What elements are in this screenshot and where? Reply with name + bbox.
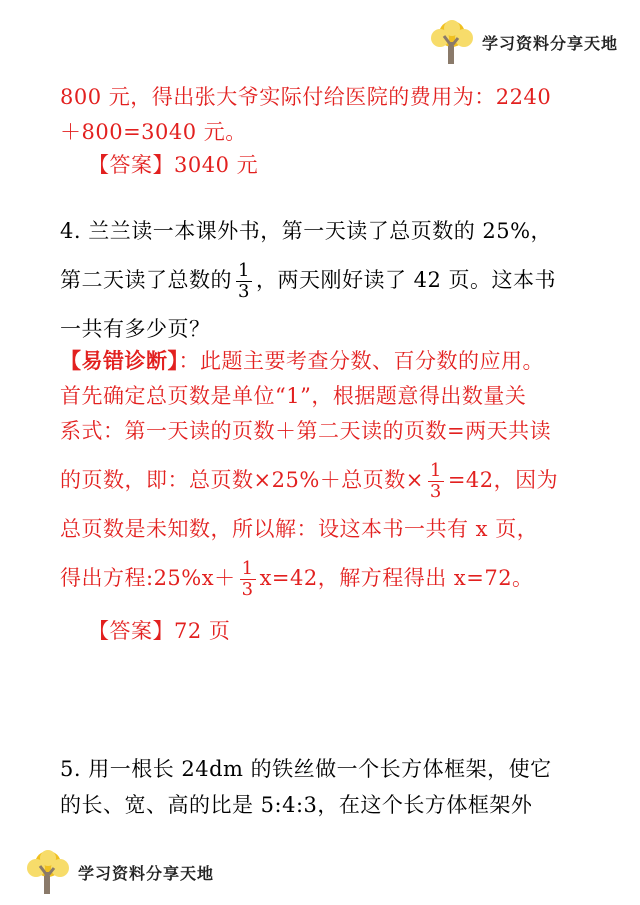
diagnosis-line-1-text: ：此题主要考查分数、百分数的应用。: [178, 349, 544, 373]
q4-diagnosis-line-3: 系式：第一天读的页数＋第二天读的页数=两天共读: [60, 419, 552, 443]
q4-line-2-text-b: ，两天刚好读了 42 页。这本书: [255, 268, 557, 292]
fraction-numerator: 1: [241, 558, 254, 579]
q4-diagnosis-line-1: [60, 346, 590, 376]
brand-logo-bottom: [22, 848, 214, 896]
fraction-denominator: 3: [238, 281, 250, 302]
q4-line-1: 4. 兰兰读一本课外书，第一天读了总页数的 25%，: [60, 219, 553, 243]
prev-explanation-line-1: 800 元，得出张大爷实际付给医院的费用为：2240: [60, 85, 552, 109]
q4-diagnosis-line-5: 总页数是未知数，所以解：设这本书一共有 x 页，: [60, 517, 539, 541]
brand-logo-top: [426, 18, 618, 66]
diagnosis-line-4-text-b: =42，因为: [447, 468, 559, 492]
brand-name: 学习资料分享天地: [78, 863, 215, 883]
tree-logo-icon: [22, 848, 74, 896]
diagnosis-label: 【易错诊断】: [60, 348, 179, 373]
q5-line-2: 的长、宽、高的比是 5:4:3，在这个长方体框架外: [60, 793, 533, 817]
equation-fraction-one-third: [240, 559, 256, 600]
q4-fraction-one-third: [236, 261, 252, 302]
prev-answer: 【答案】3040 元: [88, 153, 259, 177]
q4-line-3: 一共有多少页？: [60, 317, 211, 341]
q4-line-2-text-a: 第二天读了总数的: [60, 268, 232, 292]
diagnosis-fraction-one-third: [428, 461, 444, 502]
brand-name: 学习资料分享天地: [481, 33, 618, 53]
prev-explanation-line-2: ＋800=3040 元。: [60, 120, 247, 144]
q4-diagnosis-line-4: [60, 458, 590, 502]
fraction-denominator: 3: [429, 481, 442, 502]
diagnosis-line-6-text-a: 得出方程:25%x＋: [60, 566, 236, 590]
q4-diagnosis-line-6: [60, 556, 590, 600]
q4-line-2: [60, 258, 590, 302]
fraction-numerator: 1: [238, 260, 250, 281]
q5-line-1: 5. 用一根长 24dm 的铁丝做一个长方体框架，使它: [60, 757, 552, 781]
q4-answer: 【答案】72 页: [88, 619, 231, 643]
diagnosis-line-6-text-b: x=42，解方程得出 x=72。: [259, 566, 534, 590]
diagnosis-line-4-text-a: 的页数，即：总页数×25%＋总页数×: [60, 468, 424, 492]
tree-logo-icon: [426, 18, 478, 66]
q4-diagnosis-line-2: 首先确定总页数是单位“1”，根据题意得出数量关: [60, 384, 527, 408]
fraction-numerator: 1: [429, 460, 442, 481]
fraction-denominator: 3: [241, 579, 254, 600]
